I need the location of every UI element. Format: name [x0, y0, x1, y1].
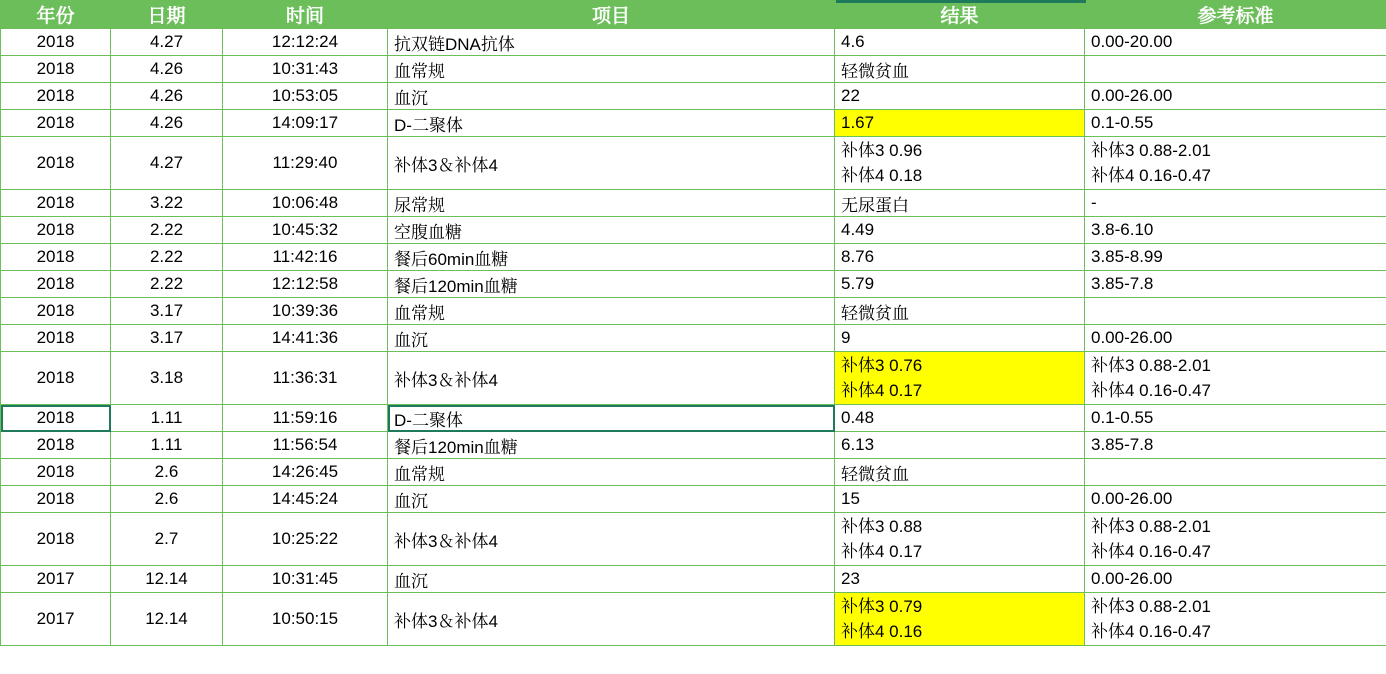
cell-date[interactable]: 4.26 — [111, 110, 223, 137]
cell-reference[interactable]: 3.85-7.8 — [1085, 271, 1386, 298]
cell-reference[interactable] — [1085, 298, 1386, 325]
result-line-1: 补体3 0.79 — [841, 597, 923, 616]
selection-marker — [836, 0, 1086, 3]
result-lines — [835, 593, 1085, 645]
cell-date[interactable]: 12.14 — [111, 593, 223, 646]
reference-line-2: 补体4 0.16-0.47 — [1091, 542, 1212, 561]
cell-date[interactable]: 2.6 — [111, 459, 223, 486]
reference-lines — [1085, 137, 1386, 189]
table-row[interactable] — [1, 271, 1386, 298]
cell-reference[interactable]: 0.1-0.55 — [1085, 405, 1386, 432]
cell-item[interactable]: D-二聚体 — [388, 405, 835, 432]
column-header-result[interactable]: 结果 — [835, 1, 1085, 29]
reference-line-1: 补体3 0.88-2.01 — [1091, 141, 1212, 160]
reference-line-2: 补体4 0.16-0.47 — [1091, 166, 1212, 185]
cell-date[interactable]: 2.22 — [111, 217, 223, 244]
table-row[interactable] — [1, 432, 1386, 459]
table-row[interactable] — [1, 29, 1386, 56]
reference-line-2: 补体4 0.16-0.47 — [1091, 381, 1212, 400]
cell-reference[interactable]: 0.1-0.55 — [1085, 110, 1386, 137]
reference-lines — [1085, 593, 1386, 645]
result-line-2: 补体4 0.16 — [841, 622, 923, 641]
table-row[interactable] — [1, 244, 1386, 271]
column-header-year[interactable]: 年份 — [1, 1, 111, 29]
cell-year[interactable]: 2018 — [1, 432, 111, 459]
cell-year[interactable]: 2018 — [1, 513, 111, 566]
reference-line-1: 补体3 0.88-2.01 — [1091, 356, 1212, 375]
cell-year[interactable]: 2018 — [1, 244, 111, 271]
cell-year[interactable]: 2018 — [1, 56, 111, 83]
cell-date[interactable]: 3.17 — [111, 298, 223, 325]
cell-year[interactable]: 2018 — [1, 271, 111, 298]
cell-item[interactable]: 血常规 — [388, 459, 835, 486]
table-row[interactable] — [1, 83, 1386, 110]
cell-date[interactable]: 1.11 — [111, 405, 223, 432]
cell-time[interactable]: 10:45:32 — [223, 217, 388, 244]
cell-time[interactable]: 14:26:45 — [223, 459, 388, 486]
cell-item[interactable]: 血沉 — [388, 83, 835, 110]
result-line-1: 补体3 0.76 — [841, 356, 923, 375]
cell-time[interactable]: 10:31:43 — [223, 56, 388, 83]
table-row[interactable] — [1, 137, 1386, 190]
cell-date[interactable]: 4.27 — [111, 137, 223, 190]
cell-time[interactable]: 11:42:16 — [223, 244, 388, 271]
cell-result[interactable]: 0.48 — [835, 405, 1085, 432]
cell-reference[interactable] — [1085, 352, 1386, 405]
cell-year[interactable]: 2017 — [1, 566, 111, 593]
table-row[interactable] — [1, 352, 1386, 405]
cell-result[interactable]: 轻微贫血 — [835, 298, 1085, 325]
cell-item[interactable]: 血沉 — [388, 325, 835, 352]
cell-year[interactable]: 2017 — [1, 593, 111, 646]
cell-time[interactable]: 11:59:16 — [223, 405, 388, 432]
cell-reference[interactable] — [1085, 56, 1386, 83]
reference-lines — [1085, 513, 1386, 565]
cell-date[interactable]: 4.26 — [111, 56, 223, 83]
result-line-2: 补体4 0.17 — [841, 381, 923, 400]
cell-result[interactable]: 无尿蛋白 — [835, 190, 1085, 217]
cell-year[interactable]: 2018 — [1, 352, 111, 405]
reference-line-2: 补体4 0.16-0.47 — [1091, 622, 1212, 641]
cell-reference[interactable]: 0.00-26.00 — [1085, 83, 1386, 110]
cell-year[interactable]: 2018 — [1, 405, 111, 432]
table-row[interactable] — [1, 190, 1386, 217]
cell-date[interactable]: 12.14 — [111, 566, 223, 593]
cell-date[interactable]: 3.18 — [111, 352, 223, 405]
cell-item[interactable]: 血沉 — [388, 566, 835, 593]
cell-result[interactable]: 轻微贫血 — [835, 459, 1085, 486]
cell-reference[interactable]: - — [1085, 190, 1386, 217]
cell-item[interactable]: 餐后120min血糖 — [388, 271, 835, 298]
cell-time[interactable]: 11:56:54 — [223, 432, 388, 459]
cell-item[interactable]: 血沉 — [388, 486, 835, 513]
cell-result[interactable]: 1.67 — [835, 110, 1085, 137]
column-header-date[interactable]: 日期 — [111, 1, 223, 29]
cell-year[interactable]: 2018 — [1, 137, 111, 190]
result-line-1: 补体3 0.88 — [841, 517, 923, 536]
cell-item[interactable]: 空腹血糖 — [388, 217, 835, 244]
cell-date[interactable]: 2.6 — [111, 486, 223, 513]
cell-reference[interactable] — [1085, 513, 1386, 566]
cell-time[interactable]: 10:31:45 — [223, 566, 388, 593]
cell-item[interactable]: 血常规 — [388, 56, 835, 83]
cell-date[interactable]: 2.22 — [111, 244, 223, 271]
cell-item[interactable]: 餐后120min血糖 — [388, 432, 835, 459]
cell-item[interactable]: 血常规 — [388, 298, 835, 325]
cell-time[interactable]: 12:12:24 — [223, 29, 388, 56]
cell-item[interactable]: 抗双链DNA抗体 — [388, 29, 835, 56]
reference-line-1: 补体3 0.88-2.01 — [1091, 597, 1212, 616]
reference-lines — [1085, 352, 1386, 404]
result-lines — [835, 352, 1085, 404]
cell-result[interactable]: 轻微贫血 — [835, 56, 1085, 83]
column-header-reference[interactable]: 参考标准 — [1085, 1, 1386, 29]
cell-result[interactable]: 8.76 — [835, 244, 1085, 271]
cell-time[interactable]: 14:45:24 — [223, 486, 388, 513]
cell-time[interactable]: 10:06:48 — [223, 190, 388, 217]
cell-result[interactable]: 4.49 — [835, 217, 1085, 244]
cell-reference[interactable] — [1085, 459, 1386, 486]
cell-result[interactable] — [835, 352, 1085, 405]
cell-time[interactable]: 14:41:36 — [223, 325, 388, 352]
cell-year[interactable]: 2018 — [1, 83, 111, 110]
cell-time[interactable]: 10:39:36 — [223, 298, 388, 325]
cell-item[interactable]: 餐后60min血糖 — [388, 244, 835, 271]
cell-result[interactable]: 4.6 — [835, 29, 1085, 56]
cell-time[interactable]: 10:50:15 — [223, 593, 388, 646]
cell-time[interactable]: 10:25:22 — [223, 513, 388, 566]
cell-item[interactable]: 尿常规 — [388, 190, 835, 217]
cell-reference[interactable]: 0.00-20.00 — [1085, 29, 1386, 56]
cell-item[interactable]: 补体3＆补体4 — [388, 513, 835, 566]
cell-reference[interactable]: 3.85-8.99 — [1085, 244, 1386, 271]
header-row — [1, 1, 1386, 29]
cell-year[interactable]: 2018 — [1, 29, 111, 56]
table-body — [1, 29, 1386, 646]
cell-year[interactable]: 2018 — [1, 190, 111, 217]
cell-date[interactable]: 4.27 — [111, 29, 223, 56]
cell-reference[interactable]: 0.00-26.00 — [1085, 566, 1386, 593]
cell-time[interactable]: 10:53:05 — [223, 83, 388, 110]
cell-result[interactable]: 23 — [835, 566, 1085, 593]
cell-result[interactable]: 15 — [835, 486, 1085, 513]
cell-reference[interactable] — [1085, 593, 1386, 646]
cell-item[interactable]: 补体3＆补体4 — [388, 137, 835, 190]
cell-item[interactable]: D-二聚体 — [388, 110, 835, 137]
table-row[interactable] — [1, 405, 1386, 432]
cell-date[interactable]: 1.11 — [111, 432, 223, 459]
cell-reference[interactable]: 0.00-26.00 — [1085, 325, 1386, 352]
result-line-2: 补体4 0.17 — [841, 542, 923, 561]
result-lines — [835, 137, 1085, 189]
cell-time[interactable]: 14:09:17 — [223, 110, 388, 137]
table-row[interactable] — [1, 566, 1386, 593]
cell-year[interactable]: 2018 — [1, 298, 111, 325]
cell-time[interactable]: 11:29:40 — [223, 137, 388, 190]
column-header-item[interactable]: 项目 — [388, 1, 835, 29]
cell-year[interactable]: 2018 — [1, 325, 111, 352]
cell-year[interactable]: 2018 — [1, 459, 111, 486]
cell-result[interactable]: 6.13 — [835, 432, 1085, 459]
cell-date[interactable]: 4.26 — [111, 83, 223, 110]
result-lines — [835, 513, 1085, 565]
cell-time[interactable]: 11:36:31 — [223, 352, 388, 405]
cell-result[interactable]: 22 — [835, 83, 1085, 110]
table-row[interactable] — [1, 459, 1386, 486]
table-row[interactable] — [1, 217, 1386, 244]
cell-reference[interactable]: 3.8-6.10 — [1085, 217, 1386, 244]
table-row[interactable] — [1, 110, 1386, 137]
table-header — [1, 1, 1386, 29]
cell-reference[interactable]: 3.85-7.8 — [1085, 432, 1386, 459]
cell-result[interactable]: 5.79 — [835, 271, 1085, 298]
table-row[interactable] — [1, 325, 1386, 352]
cell-item[interactable]: 补体3＆补体4 — [388, 352, 835, 405]
cell-date[interactable]: 3.17 — [111, 325, 223, 352]
cell-reference[interactable] — [1085, 137, 1386, 190]
result-line-1: 补体3 0.96 — [841, 141, 923, 160]
cell-time[interactable]: 12:12:58 — [223, 271, 388, 298]
cell-date[interactable]: 3.22 — [111, 190, 223, 217]
table-row[interactable] — [1, 593, 1386, 646]
reference-line-1: 补体3 0.88-2.01 — [1091, 517, 1212, 536]
table-row[interactable] — [1, 486, 1386, 513]
cell-reference[interactable]: 0.00-26.00 — [1085, 486, 1386, 513]
cell-result[interactable]: 9 — [835, 325, 1085, 352]
cell-result[interactable] — [835, 513, 1085, 566]
cell-date[interactable]: 2.7 — [111, 513, 223, 566]
cell-year[interactable]: 2018 — [1, 217, 111, 244]
table-row[interactable] — [1, 298, 1386, 325]
cell-result[interactable] — [835, 593, 1085, 646]
table-row[interactable] — [1, 56, 1386, 83]
column-header-time[interactable]: 时间 — [223, 1, 388, 29]
table-row[interactable] — [1, 513, 1386, 566]
cell-date[interactable]: 2.22 — [111, 271, 223, 298]
result-line-2: 补体4 0.18 — [841, 166, 923, 185]
cell-item[interactable]: 补体3＆补体4 — [388, 593, 835, 646]
cell-year[interactable]: 2018 — [1, 486, 111, 513]
cell-result[interactable] — [835, 137, 1085, 190]
cell-year[interactable]: 2018 — [1, 110, 111, 137]
